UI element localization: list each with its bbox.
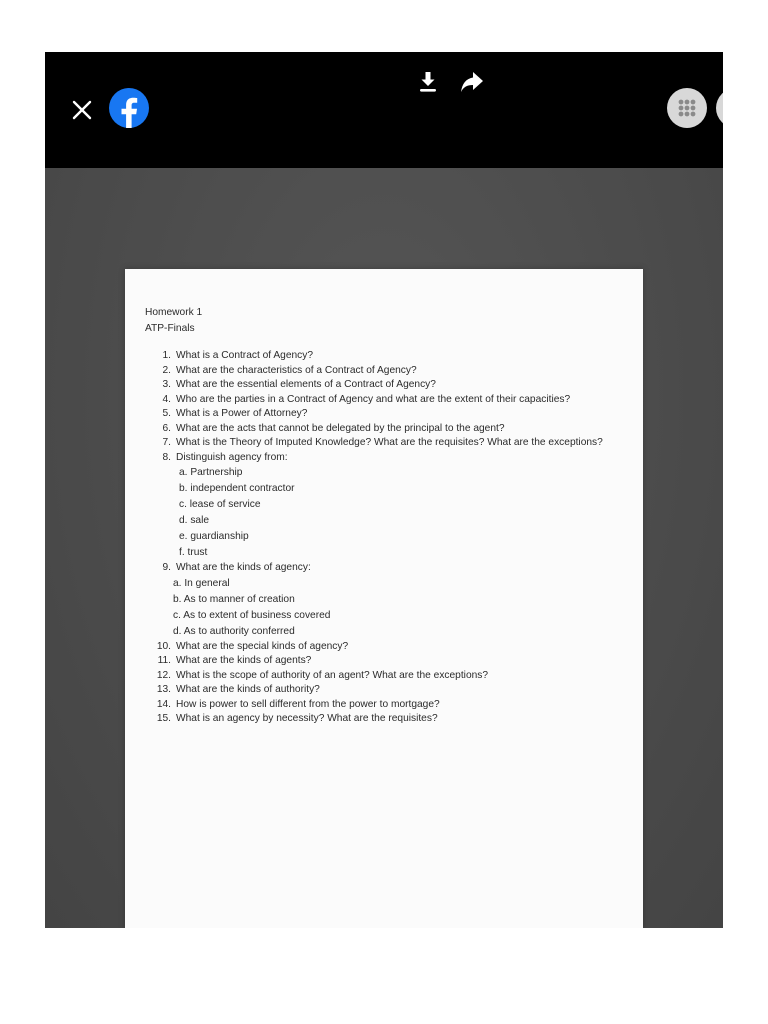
question-item: 4. Who are the parties in a Contract of Agency and what are the extent of their capacities? xyxy=(162,393,571,405)
grid-menu-icon xyxy=(667,88,707,128)
sub-item: e. guardianship xyxy=(179,531,249,542)
download-icon xyxy=(416,70,440,94)
question-item: 12. What is the scope of authority of an agent? What are the exceptions? xyxy=(156,669,489,681)
sub-item: d. As to authority conferred xyxy=(173,625,295,637)
question-item: 8. Distinguish agency from: xyxy=(162,451,288,463)
question-item: 10. What are the special kinds of agency? xyxy=(156,640,349,652)
question-item: 5. What is a Power of Attorney? xyxy=(162,408,308,419)
document-header xyxy=(145,305,615,337)
question-item: 11. What are the kinds of agents? xyxy=(157,655,312,666)
question-item: 3. What are the essential elements of a Contract of Agency? xyxy=(162,379,436,390)
photo-viewer xyxy=(45,52,723,928)
sub-item: d. sale xyxy=(179,515,210,526)
question-item: 6. What are the acts that cannot be delegated by the principal to the agent? xyxy=(162,422,505,434)
question-item: 1. What is a Contract of Agency? xyxy=(162,350,314,361)
question-item: 2. What are the characteristics of a Contract of Agency? xyxy=(162,364,417,376)
menu-grid-button[interactable] xyxy=(667,88,707,128)
share-button[interactable] xyxy=(459,69,485,95)
question-item: 15. What is an agency by necessity? What are the requisites? xyxy=(156,713,438,724)
close-button[interactable] xyxy=(69,97,95,123)
share-arrow-icon xyxy=(459,69,485,95)
download-button[interactable] xyxy=(416,70,440,94)
document-photo xyxy=(125,269,643,928)
document-subtitle: ATP-Finals xyxy=(145,323,195,334)
question-list xyxy=(145,349,615,727)
sub-item: b. independent contractor xyxy=(179,483,295,494)
sub-item: b. As to manner of creation xyxy=(173,593,295,605)
question-item: 9. What are the kinds of agency: xyxy=(162,562,311,573)
question-item: 14. How is power to sell different from the power to mortgage? xyxy=(156,698,440,710)
document-content xyxy=(145,305,615,727)
document-title: Homework 1 xyxy=(145,307,203,318)
question-item: 13. What are the kinds of authority? xyxy=(156,684,320,695)
viewer-toolbar xyxy=(45,52,723,168)
question-item: 7. What is the Theory of Imputed Knowledge? What are the requisites? What are the exceptions? xyxy=(162,437,603,448)
account-button[interactable] xyxy=(716,88,723,128)
sub-item: a. Partnership xyxy=(179,467,243,478)
facebook-logo-icon[interactable] xyxy=(108,87,150,129)
sub-item: a. In general xyxy=(173,577,230,589)
sub-item: c. lease of service xyxy=(179,499,261,510)
close-icon xyxy=(69,97,95,123)
sub-item: c. As to extent of business covered xyxy=(173,609,331,621)
sub-item: f. trust xyxy=(179,547,208,558)
